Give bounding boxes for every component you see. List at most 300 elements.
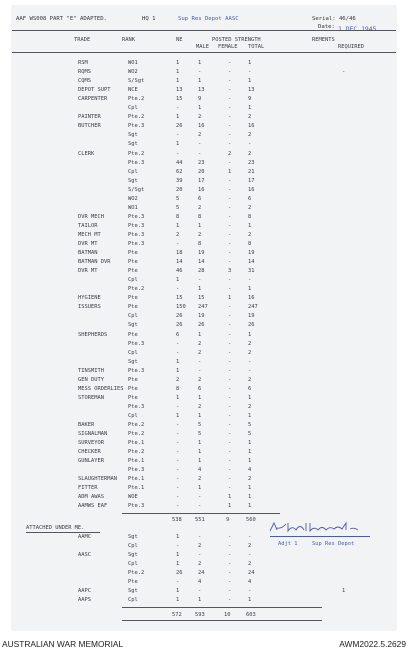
ne-cell: - [176, 503, 180, 510]
rank-cell: Pte.3 [128, 467, 145, 474]
trade-cell: AAMWS EAF [78, 503, 108, 510]
ne-cell: 18 [176, 250, 183, 257]
female-cell: - [228, 331, 232, 338]
grand-total-underline [122, 620, 322, 621]
trade-cell: DVR MT [78, 241, 98, 247]
ne-cell: 1 [176, 114, 180, 121]
male-cell: - [198, 588, 202, 595]
ne-cell: 150 [176, 304, 186, 311]
male-cell: - [198, 367, 202, 374]
trade-cell: AAPS [78, 597, 91, 604]
female-cell: - [228, 159, 232, 166]
total-cell: 1 [248, 440, 252, 447]
female-cell: 3 [228, 268, 232, 275]
female-cell: - [228, 250, 232, 257]
col-required: REQUIRED [338, 44, 364, 50]
male-cell: 2 [198, 114, 202, 121]
trade-cell: BATMAN [78, 250, 98, 257]
female-cell: - [228, 579, 232, 586]
ne-cell: - [176, 286, 180, 293]
male-cell: - [198, 552, 202, 559]
grand-total-female: 10 [224, 612, 231, 618]
total-cell: 2 [248, 403, 252, 410]
rank-cell: Pte [128, 250, 138, 257]
rank-cell: Pte [128, 579, 138, 586]
ne-cell: - [176, 543, 180, 550]
trade-cell: ISSUERS [78, 304, 101, 311]
total-cell: 17 [248, 177, 255, 184]
total-cell: 1 [248, 105, 252, 112]
total-cell: 1 [248, 331, 252, 338]
ne-cell: 26 [176, 322, 183, 329]
total-cell: 1 [248, 503, 252, 510]
male-cell: 19 [198, 313, 205, 320]
col-male: MALE [196, 44, 209, 50]
total-cell: 1 [248, 222, 252, 229]
required-cell: - [342, 69, 346, 76]
col-trade: TRADE [74, 37, 91, 43]
total-cell: 1 [248, 597, 252, 604]
female-cell: - [228, 358, 232, 365]
total-cell: 1 [248, 494, 252, 501]
rank-cell: Pte [128, 331, 138, 338]
trade-cell: MESS ORDERLIES [78, 385, 124, 392]
male-cell: 13 [198, 87, 205, 94]
rank-cell: Pte.3 [128, 222, 145, 229]
total-cell: 9 [248, 96, 252, 103]
ne-cell: - [176, 494, 180, 501]
ne-cell: 1 [176, 394, 180, 401]
total-cell: - [248, 69, 252, 76]
subtotal-male: 551 [195, 517, 205, 523]
ne-cell: 15 [176, 96, 183, 103]
ne-cell: - [176, 241, 180, 247]
date-stamp: 1 DEC 1945 [338, 25, 377, 33]
total-cell: 1 [248, 60, 252, 66]
rank-cell: Pte [128, 304, 138, 311]
male-cell: 6 [198, 195, 202, 202]
male-cell: 1 [198, 440, 202, 447]
female-cell: - [228, 87, 232, 94]
col-female: FEMALE [218, 44, 238, 50]
col-requirements: REMENTS [312, 37, 335, 43]
male-cell: 23 [198, 159, 205, 166]
trade-cell: STOREMAN [78, 394, 104, 401]
rank-cell: Cpl [128, 349, 138, 356]
ne-cell: - [176, 105, 180, 112]
rank-cell: Cpl [128, 277, 138, 284]
rank-cell: Pte [128, 259, 138, 266]
total-cell: 2 [248, 476, 252, 483]
male-cell: 1 [198, 222, 202, 229]
male-cell: 20 [198, 168, 205, 175]
male-cell: 5 [198, 431, 202, 438]
rank-cell: Pte [128, 268, 138, 275]
total-cell: 2 [248, 150, 252, 157]
total-cell: - [248, 277, 252, 284]
male-cell: - [198, 494, 202, 501]
rank-cell: Cpl [128, 561, 138, 568]
trade-cell: DVR MT [78, 268, 98, 275]
rank-cell: WO1 [128, 60, 138, 66]
total-cell: 2 [248, 204, 252, 211]
required-cell: 1 [342, 588, 346, 595]
ne-cell: 1 [176, 141, 180, 148]
rank-cell: Pte.2 [128, 570, 145, 577]
ne-cell: 20 [176, 186, 183, 193]
trade-cell: AAPC [78, 588, 91, 595]
male-cell: 4 [198, 579, 202, 586]
total-cell: 8 [248, 213, 252, 220]
ne-cell: 1 [176, 561, 180, 568]
male-cell: 2 [198, 231, 202, 238]
trade-cell: FITTER [78, 485, 98, 492]
total-cell: 14 [248, 259, 255, 266]
trade-cell: TAILOR [78, 222, 98, 229]
female-cell: 2 [228, 150, 232, 157]
trade-cell: CQMS [78, 78, 91, 85]
unit-name: HQ 1 [142, 16, 156, 22]
male-cell: 2 [198, 543, 202, 550]
female-cell: - [228, 241, 232, 247]
male-cell: 8 [198, 213, 202, 220]
female-cell: - [228, 467, 232, 474]
archive-name: AUSTRALIAN WAR MEMORIAL [2, 639, 124, 649]
rank-cell: Pte.2 [128, 449, 145, 456]
ne-cell: - [176, 340, 180, 347]
female-cell: 1 [228, 494, 232, 501]
male-cell: 15 [198, 295, 205, 302]
ne-cell: 5 [176, 204, 180, 211]
trade-cell: BAKER [78, 422, 95, 428]
total-cell: 24 [248, 570, 255, 577]
trade-cell: CLERK [78, 150, 95, 157]
ne-cell: 2 [176, 376, 180, 383]
trade-cell: ADM AWAS [78, 494, 104, 501]
rank-cell: Pte.2 [128, 150, 145, 157]
female-cell: - [228, 349, 232, 356]
signature-unit: Sup Res Depot [312, 541, 355, 547]
trade-cell: MECH MT [78, 231, 101, 238]
rank-cell: Pte [128, 295, 138, 302]
female-cell: - [228, 552, 232, 559]
col-rank: RANK [122, 37, 135, 43]
total-cell: 2 [248, 376, 252, 383]
header-rule-bottom [12, 52, 396, 53]
male-cell: 19 [198, 250, 205, 257]
male-cell: 17 [198, 177, 205, 184]
female-cell: - [228, 385, 232, 392]
rank-cell: Cpl [128, 597, 138, 604]
total-cell: 1 [248, 394, 252, 401]
ne-cell: - [176, 150, 180, 157]
ne-cell: 5 [176, 195, 180, 202]
male-cell: - [198, 277, 202, 284]
subtotal-total: 560 [246, 517, 256, 523]
subtotal-rule [122, 513, 280, 514]
male-cell: - [198, 141, 202, 148]
col-ne: NE [176, 37, 183, 43]
rank-cell: S/Sgt [128, 78, 145, 85]
male-cell: 1 [198, 458, 202, 465]
male-cell: 14 [198, 259, 205, 266]
female-cell: - [228, 376, 232, 383]
male-cell: 1 [198, 597, 202, 604]
female-cell: - [228, 114, 232, 121]
female-cell: - [228, 141, 232, 148]
male-cell: 1 [198, 105, 202, 112]
total-cell: 6 [248, 385, 252, 392]
rank-cell: Pte.1 [128, 440, 145, 447]
ne-cell: 8 [176, 385, 180, 392]
grand-total-ne: 572 [172, 612, 182, 618]
female-cell: - [228, 534, 232, 540]
ne-cell: 1 [176, 60, 180, 66]
male-cell: 1 [198, 412, 202, 419]
ne-cell: - [176, 422, 180, 428]
female-cell: - [228, 78, 232, 85]
male-cell: - [198, 358, 202, 365]
female-cell: - [228, 422, 232, 428]
ne-cell: 1 [176, 552, 180, 559]
ne-cell: 39 [176, 177, 183, 184]
total-cell: 1 [248, 485, 252, 492]
male-cell: 2 [198, 376, 202, 383]
female-cell: - [228, 458, 232, 465]
rank-cell: Sgt [128, 322, 138, 329]
trade-cell: AASC [78, 552, 91, 559]
ne-cell: 1 [176, 367, 180, 374]
signature-rule [270, 536, 370, 537]
total-cell: 2 [248, 349, 252, 356]
male-cell: 1 [198, 78, 202, 85]
rank-cell: Pte.3 [128, 241, 145, 247]
ne-cell: 1 [176, 222, 180, 229]
ne-cell: - [176, 431, 180, 438]
total-cell: 2 [248, 340, 252, 347]
total-cell: 1 [248, 78, 252, 85]
rank-cell: Cpl [128, 313, 138, 320]
male-cell: 2 [198, 561, 202, 568]
rank-cell: Pte [128, 385, 138, 392]
rank-cell: WO2 [128, 69, 138, 76]
trade-cell: SHEPHERDS [78, 331, 108, 338]
rank-cell: WO2 [128, 195, 138, 202]
rank-cell: WO1 [128, 204, 138, 211]
male-cell: 8 [198, 241, 202, 247]
rank-cell: Pte.3 [128, 403, 145, 410]
ne-cell: 1 [176, 534, 180, 540]
ne-cell: 1 [176, 597, 180, 604]
female-cell: - [228, 304, 232, 311]
total-cell: 2 [248, 231, 252, 238]
female-cell: - [228, 204, 232, 211]
total-cell: 1 [248, 458, 252, 465]
male-cell: 9 [198, 96, 202, 103]
rank-cell: Sgt [128, 588, 138, 595]
document-sheet [12, 6, 396, 630]
female-cell: - [228, 403, 232, 410]
female-cell: - [228, 340, 232, 347]
col-total: TOTAL [248, 44, 265, 50]
male-cell: 26 [198, 322, 205, 329]
rank-cell: Pte.1 [128, 458, 145, 465]
total-cell: 19 [248, 313, 255, 320]
ne-cell: - [176, 458, 180, 465]
trade-cell: GEN DUTY [78, 376, 104, 383]
male-cell: - [198, 69, 202, 76]
ne-cell: 62 [176, 168, 183, 175]
rank-cell: Sgt [128, 132, 138, 139]
total-cell: 16 [248, 295, 255, 302]
total-cell: 1 [248, 412, 252, 419]
rank-cell: Pte.2 [128, 422, 145, 428]
female-cell: - [228, 412, 232, 419]
total-cell: 2 [248, 561, 252, 568]
trade-cell: SURVEYOR [78, 440, 104, 447]
total-cell: 2 [248, 132, 252, 139]
total-cell: 26 [248, 322, 255, 329]
total-cell: 16 [248, 186, 255, 193]
rank-cell: Sgt [128, 534, 138, 540]
trade-cell: HYGIENE [78, 295, 101, 302]
female-cell: - [228, 367, 232, 374]
total-cell: 13 [248, 87, 255, 94]
female-cell: - [228, 322, 232, 329]
rank-cell: Sgt [128, 358, 138, 365]
grand-total-total: 603 [246, 612, 256, 618]
ne-cell: - [176, 132, 180, 139]
header-rule-top [12, 30, 396, 31]
ne-cell: 15 [176, 295, 183, 302]
signature-mark [264, 519, 368, 537]
rank-cell: Pte.1 [128, 476, 145, 483]
subtotal-ne: 538 [172, 517, 182, 523]
trade-cell: SIGNALMAN [78, 431, 108, 438]
female-cell: - [228, 123, 232, 130]
female-cell: - [228, 132, 232, 139]
attached-heading-underline [26, 532, 100, 533]
ne-cell: 1 [176, 588, 180, 595]
male-cell: 1 [198, 286, 202, 293]
sub-unit-stamp: Sup Res Depot AASC [178, 16, 239, 22]
ne-cell: - [176, 403, 180, 410]
trade-cell: AAMC [78, 534, 91, 540]
ne-cell: 14 [176, 259, 183, 266]
trade-cell: RQMS [78, 69, 91, 76]
male-cell: 16 [198, 123, 205, 130]
trade-cell: GUNLAYER [78, 458, 104, 465]
total-cell: 2 [248, 114, 252, 121]
male-cell: 16 [198, 186, 205, 193]
rank-cell: Sgt [128, 552, 138, 559]
trade-cell: DVR MECH [78, 213, 104, 220]
male-cell: 2 [198, 403, 202, 410]
female-cell: - [228, 286, 232, 293]
male-cell: 28 [198, 268, 205, 275]
ne-cell: 1 [176, 358, 180, 365]
ne-cell: 2 [176, 231, 180, 238]
ne-cell: 6 [176, 331, 180, 338]
male-cell: - [198, 503, 202, 510]
trade-cell: BUTCHER [78, 123, 101, 130]
male-cell: 1 [198, 60, 202, 66]
total-cell: 247 [248, 304, 258, 311]
male-cell: 2 [198, 349, 202, 356]
female-cell: - [228, 277, 232, 284]
female-cell: - [228, 231, 232, 238]
female-cell: - [228, 476, 232, 483]
rank-cell: Pte.2 [128, 96, 145, 103]
female-cell: - [228, 60, 232, 66]
total-cell: 2 [248, 543, 252, 550]
rank-cell: Pte.3 [128, 123, 145, 130]
ne-cell: 26 [176, 123, 183, 130]
ne-cell: - [176, 467, 180, 474]
male-cell: 1 [198, 449, 202, 456]
female-cell: - [228, 440, 232, 447]
date-label: Date: [318, 24, 335, 30]
female-cell: 1 [228, 168, 232, 175]
ne-cell: 1 [176, 412, 180, 419]
rank-cell: Pte.2 [128, 286, 145, 293]
attached-heading: ATTACHED UNDER ME. [26, 525, 85, 531]
subtotal-female: 9 [226, 517, 230, 523]
ne-cell: 13 [176, 87, 183, 94]
female-cell: - [228, 394, 232, 401]
total-cell: 23 [248, 159, 255, 166]
rank-cell: Pte.3 [128, 367, 145, 374]
female-cell: - [228, 588, 232, 595]
rank-cell: Cpl [128, 105, 138, 112]
ne-cell: 1 [176, 78, 180, 85]
rank-cell: WOE [128, 494, 138, 501]
female-cell: - [228, 259, 232, 266]
signature-appointment: Adjt 1 [278, 541, 298, 547]
grand-total-male: 593 [195, 612, 205, 618]
female-cell: - [228, 105, 232, 112]
female-cell: - [228, 570, 232, 577]
rank-cell: Sgt [128, 141, 138, 148]
male-cell: 4 [198, 467, 202, 474]
total-cell: 31 [248, 268, 255, 275]
total-cell: 4 [248, 467, 252, 474]
male-cell: 6 [198, 385, 202, 392]
total-cell: 21 [248, 168, 255, 175]
male-cell: 2 [198, 132, 202, 139]
ne-cell: 26 [176, 570, 183, 577]
female-cell: - [228, 449, 232, 456]
female-cell: - [228, 485, 232, 492]
serial-number: Serial: 46/46 [312, 16, 356, 22]
female-cell: 1 [228, 295, 232, 302]
male-cell: 2 [198, 340, 202, 347]
female-cell: - [228, 543, 232, 550]
female-cell: - [228, 96, 232, 103]
male-cell: 5 [198, 422, 202, 428]
rank-cell: Pte.2 [128, 114, 145, 121]
female-cell: - [228, 431, 232, 438]
ne-cell: - [176, 476, 180, 483]
ne-cell: 1 [176, 277, 180, 284]
female-cell: - [228, 195, 232, 202]
female-cell: - [228, 561, 232, 568]
male-cell: 1 [198, 331, 202, 338]
rank-cell: Cpl [128, 412, 138, 419]
total-cell: 1 [248, 449, 252, 456]
trade-cell: PAINTER [78, 114, 101, 121]
rank-cell: Pte.3 [128, 159, 145, 166]
